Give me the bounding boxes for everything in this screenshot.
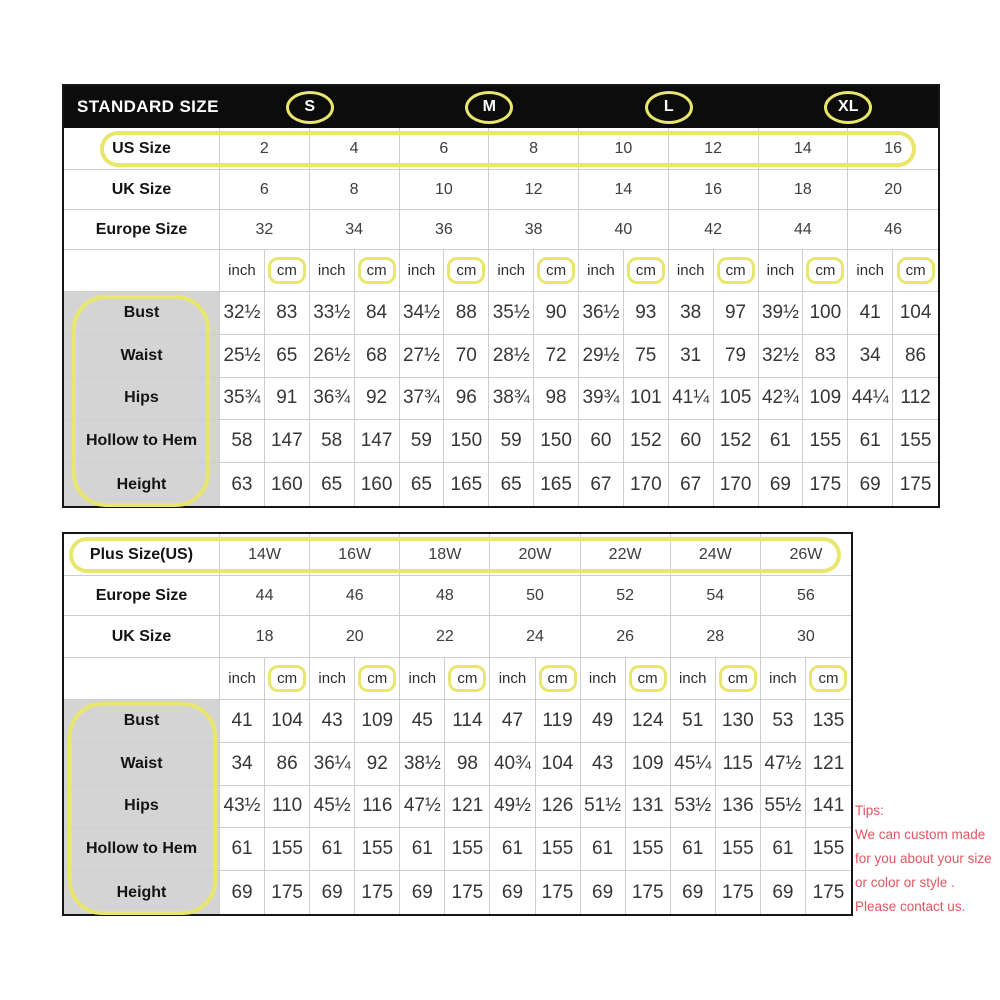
measure-value-cell: 41 xyxy=(220,700,265,743)
size-group-badge: S xyxy=(286,91,334,124)
measure-value-cell: 58 xyxy=(310,420,355,463)
measure-row-label: Height xyxy=(64,463,220,506)
measure-value-cell: 28½ xyxy=(489,335,534,378)
measure-value-cell: 92 xyxy=(355,743,400,786)
size-value-cell: 18 xyxy=(759,170,849,210)
measure-value-cell: 38 xyxy=(669,292,714,335)
inch-unit-label: inch xyxy=(848,250,893,292)
table-title: STANDARD SIZE xyxy=(77,97,219,116)
size-value-cell: 10 xyxy=(400,170,490,210)
measure-value-cell: 51 xyxy=(671,700,716,743)
measure-value-cell: 69 xyxy=(671,871,716,914)
size-group-slot xyxy=(220,91,400,124)
measure-value-cell: 83 xyxy=(265,292,310,335)
measure-row-label: Bust xyxy=(64,292,220,335)
measure-value-cell: 69 xyxy=(400,871,445,914)
measure-value-cell: 147 xyxy=(355,420,400,463)
size-value-cell: 38 xyxy=(489,210,579,250)
measure-value-cell: 61 xyxy=(761,828,806,871)
measure-value-cell: 45½ xyxy=(310,786,355,829)
cm-unit-cell xyxy=(355,658,400,700)
measure-value-cell: 27½ xyxy=(400,335,445,378)
measure-value-cell: 175 xyxy=(893,463,938,506)
measure-value-cell: 69 xyxy=(310,871,355,914)
size-value-cell: 6 xyxy=(400,128,490,170)
measure-value-cell: 58 xyxy=(220,420,265,463)
measure-value-cell: 150 xyxy=(444,420,489,463)
size-value-cell: 14 xyxy=(579,170,669,210)
measure-value-cell: 43½ xyxy=(220,786,265,829)
measure-value-cell: 61 xyxy=(848,420,893,463)
measure-value-cell: 152 xyxy=(624,420,669,463)
measure-value-cell: 70 xyxy=(444,335,489,378)
size-value-cell: 12 xyxy=(669,128,759,170)
cm-unit-cell xyxy=(265,658,310,700)
measure-value-cell: 61 xyxy=(310,828,355,871)
unit-row-spacer xyxy=(64,658,220,700)
size-row-label: US Size xyxy=(64,128,220,170)
measure-value-cell: 51½ xyxy=(581,786,626,829)
cm-unit-cell xyxy=(445,658,490,700)
measure-value-cell: 114 xyxy=(445,700,490,743)
measure-row-label: Hollow to Hem xyxy=(64,420,220,463)
measure-value-cell: 147 xyxy=(265,420,310,463)
size-value-cell: 54 xyxy=(671,576,761,616)
measure-value-cell: 47½ xyxy=(761,743,806,786)
size-value-cell: 44 xyxy=(220,576,310,616)
measure-value-cell: 69 xyxy=(761,871,806,914)
measure-value-cell: 136 xyxy=(716,786,761,829)
cm-highlight-box: cm xyxy=(809,665,847,692)
measure-value-cell: 69 xyxy=(581,871,626,914)
size-value-cell: 52 xyxy=(581,576,671,616)
measure-value-cell: 84 xyxy=(355,292,400,335)
measure-value-cell: 61 xyxy=(400,828,445,871)
size-group-slot xyxy=(400,91,580,124)
measure-value-cell: 67 xyxy=(579,463,624,506)
size-value-cell: 30 xyxy=(761,616,851,658)
size-value-cell: 48 xyxy=(400,576,490,616)
inch-unit-label: inch xyxy=(490,658,535,700)
inch-unit-label: inch xyxy=(581,658,626,700)
measure-row-label: Hips xyxy=(64,786,220,829)
measure-value-cell: 53 xyxy=(761,700,806,743)
cm-highlight-box: cm xyxy=(806,257,844,284)
size-value-cell: 26 xyxy=(581,616,671,658)
measure-row-label: Waist xyxy=(64,335,220,378)
cm-highlight-box: cm xyxy=(447,257,485,284)
size-group-slot xyxy=(579,91,759,124)
inch-unit-label: inch xyxy=(489,250,534,292)
measure-value-cell: 90 xyxy=(534,292,579,335)
measure-value-cell: 155 xyxy=(265,828,310,871)
inch-unit-label: inch xyxy=(220,250,265,292)
cm-unit-cell xyxy=(536,658,581,700)
size-value-cell: 40 xyxy=(579,210,669,250)
standard-size-table xyxy=(62,84,940,508)
size-value-cell: 56 xyxy=(761,576,851,616)
measure-value-cell: 61 xyxy=(671,828,716,871)
measure-value-cell: 170 xyxy=(624,463,669,506)
measure-value-cell: 49½ xyxy=(490,786,535,829)
inch-unit-label: inch xyxy=(220,658,265,700)
size-value-cell: 46 xyxy=(848,210,938,250)
measure-value-cell: 175 xyxy=(536,871,581,914)
measure-value-cell: 53½ xyxy=(671,786,716,829)
size-value-cell: 28 xyxy=(671,616,761,658)
size-value-cell: 16 xyxy=(669,170,759,210)
cm-highlight-box: cm xyxy=(268,257,306,284)
measure-value-cell: 34 xyxy=(220,743,265,786)
measure-value-cell: 130 xyxy=(716,700,761,743)
size-value-cell: 20 xyxy=(848,170,938,210)
size-value-cell: 16 xyxy=(848,128,938,170)
measure-value-cell: 112 xyxy=(893,378,938,421)
measure-value-cell: 63 xyxy=(220,463,265,506)
measure-value-cell: 33½ xyxy=(310,292,355,335)
measure-value-cell: 110 xyxy=(265,786,310,829)
measure-value-cell: 131 xyxy=(626,786,671,829)
measure-value-cell: 32½ xyxy=(759,335,804,378)
tips-line: We can custom made xyxy=(855,827,986,842)
size-group-badge: L xyxy=(645,91,693,124)
size-value-cell: 26W xyxy=(761,534,851,576)
cm-highlight-box: cm xyxy=(627,257,665,284)
measure-value-cell: 155 xyxy=(803,420,848,463)
size-value-cell: 36 xyxy=(400,210,490,250)
cm-unit-cell xyxy=(355,250,400,292)
measure-value-cell: 32½ xyxy=(220,292,265,335)
measure-value-cell: 101 xyxy=(624,378,669,421)
measure-value-cell: 126 xyxy=(536,786,581,829)
size-value-cell: 46 xyxy=(310,576,400,616)
size-value-cell: 4 xyxy=(310,128,400,170)
size-value-cell: 14 xyxy=(759,128,849,170)
measure-value-cell: 165 xyxy=(444,463,489,506)
cm-unit-cell xyxy=(893,250,938,292)
measure-value-cell: 61 xyxy=(490,828,535,871)
measure-value-cell: 155 xyxy=(806,828,851,871)
measure-value-cell: 121 xyxy=(806,743,851,786)
measure-value-cell: 96 xyxy=(444,378,489,421)
measure-value-cell: 175 xyxy=(265,871,310,914)
size-value-cell: 18 xyxy=(220,616,310,658)
measure-value-cell: 47 xyxy=(490,700,535,743)
measure-value-cell: 43 xyxy=(310,700,355,743)
measure-value-cell: 39½ xyxy=(759,292,804,335)
cm-unit-cell xyxy=(265,250,310,292)
measure-value-cell: 45¼ xyxy=(671,743,716,786)
measure-value-cell: 175 xyxy=(445,871,490,914)
measure-value-cell: 34 xyxy=(848,335,893,378)
size-value-cell: 10 xyxy=(579,128,669,170)
measure-value-cell: 43 xyxy=(581,743,626,786)
measure-value-cell: 36¾ xyxy=(310,378,355,421)
measure-value-cell: 109 xyxy=(803,378,848,421)
measure-value-cell: 165 xyxy=(534,463,579,506)
size-row-label: UK Size xyxy=(64,616,220,658)
inch-unit-label: inch xyxy=(310,250,355,292)
measure-value-cell: 160 xyxy=(265,463,310,506)
measure-value-cell: 65 xyxy=(489,463,534,506)
measure-row-label: Bust xyxy=(64,700,220,743)
tips-note xyxy=(855,799,1000,919)
measure-value-cell: 38½ xyxy=(400,743,445,786)
measure-value-cell: 175 xyxy=(716,871,761,914)
measure-value-cell: 35½ xyxy=(489,292,534,335)
measure-value-cell: 155 xyxy=(536,828,581,871)
size-value-cell: 20 xyxy=(310,616,400,658)
size-value-cell: 42 xyxy=(669,210,759,250)
measure-value-cell: 92 xyxy=(355,378,400,421)
size-value-cell: 24W xyxy=(671,534,761,576)
tips-line: for you about your size xyxy=(855,851,992,866)
cm-unit-cell xyxy=(624,250,669,292)
size-value-cell: 14W xyxy=(220,534,310,576)
measure-value-cell: 49 xyxy=(581,700,626,743)
cm-unit-cell xyxy=(626,658,671,700)
measure-value-cell: 98 xyxy=(534,378,579,421)
measure-value-cell: 115 xyxy=(716,743,761,786)
size-value-cell: 24 xyxy=(490,616,580,658)
measure-value-cell: 91 xyxy=(265,378,310,421)
measure-value-cell: 67 xyxy=(669,463,714,506)
measure-value-cell: 104 xyxy=(536,743,581,786)
measure-value-cell: 47½ xyxy=(400,786,445,829)
measure-value-cell: 65 xyxy=(400,463,445,506)
measure-value-cell: 116 xyxy=(355,786,400,829)
size-value-cell: 44 xyxy=(759,210,849,250)
measure-value-cell: 69 xyxy=(490,871,535,914)
measure-value-cell: 175 xyxy=(626,871,671,914)
measure-value-cell: 160 xyxy=(355,463,400,506)
measure-value-cell: 26½ xyxy=(310,335,355,378)
table-header-bar xyxy=(64,86,938,128)
measure-value-cell: 42¾ xyxy=(759,378,804,421)
measure-value-cell: 155 xyxy=(716,828,761,871)
measure-row-label: Hips xyxy=(64,378,220,421)
measure-value-cell: 37¾ xyxy=(400,378,445,421)
measure-value-cell: 69 xyxy=(220,871,265,914)
inch-unit-label: inch xyxy=(400,658,445,700)
measure-value-cell: 35¾ xyxy=(220,378,265,421)
measure-value-cell: 141 xyxy=(806,786,851,829)
cm-unit-cell xyxy=(803,250,848,292)
measure-value-cell: 152 xyxy=(714,420,759,463)
size-value-cell: 50 xyxy=(490,576,580,616)
measure-value-cell: 34½ xyxy=(400,292,445,335)
size-group-slot xyxy=(759,91,939,124)
measure-value-cell: 93 xyxy=(624,292,669,335)
size-row-label: Europe Size xyxy=(64,576,220,616)
measure-value-cell: 86 xyxy=(893,335,938,378)
measure-value-cell: 61 xyxy=(581,828,626,871)
measure-value-cell: 100 xyxy=(803,292,848,335)
measure-value-cell: 83 xyxy=(803,335,848,378)
plus-size-table xyxy=(62,532,853,916)
cm-highlight-box: cm xyxy=(537,257,575,284)
cm-unit-cell xyxy=(716,658,761,700)
inch-unit-label: inch xyxy=(579,250,624,292)
measure-value-cell: 97 xyxy=(714,292,759,335)
size-value-cell: 22 xyxy=(400,616,490,658)
measure-value-cell: 75 xyxy=(624,335,669,378)
measure-value-cell: 109 xyxy=(626,743,671,786)
cm-unit-cell xyxy=(806,658,851,700)
measure-value-cell: 150 xyxy=(534,420,579,463)
measure-value-cell: 41 xyxy=(848,292,893,335)
measure-value-cell: 104 xyxy=(265,700,310,743)
cm-highlight-box: cm xyxy=(629,665,667,692)
measure-value-cell: 36½ xyxy=(579,292,624,335)
measure-value-cell: 60 xyxy=(579,420,624,463)
unit-row-spacer xyxy=(64,250,220,292)
measure-value-cell: 135 xyxy=(806,700,851,743)
size-row-label: Europe Size xyxy=(64,210,220,250)
tips-line: or color or style . xyxy=(855,875,955,890)
cm-highlight-box: cm xyxy=(719,665,757,692)
measure-value-cell: 105 xyxy=(714,378,759,421)
measure-value-cell: 155 xyxy=(355,828,400,871)
measure-value-cell: 109 xyxy=(355,700,400,743)
measure-value-cell: 121 xyxy=(445,786,490,829)
measure-value-cell: 170 xyxy=(714,463,759,506)
measure-value-cell: 155 xyxy=(445,828,490,871)
cm-highlight-box: cm xyxy=(448,665,486,692)
measure-row-label: Height xyxy=(64,871,220,914)
measure-value-cell: 61 xyxy=(220,828,265,871)
measure-value-cell: 39¾ xyxy=(579,378,624,421)
measure-value-cell: 45 xyxy=(400,700,445,743)
inch-unit-label: inch xyxy=(669,250,714,292)
measure-value-cell: 72 xyxy=(534,335,579,378)
measure-value-cell: 155 xyxy=(626,828,671,871)
measure-value-cell: 124 xyxy=(626,700,671,743)
size-value-cell: 16W xyxy=(310,534,400,576)
size-value-cell: 12 xyxy=(489,170,579,210)
measure-value-cell: 65 xyxy=(265,335,310,378)
size-value-cell: 18W xyxy=(400,534,490,576)
measure-value-cell: 68 xyxy=(355,335,400,378)
cm-highlight-box: cm xyxy=(717,257,755,284)
measure-value-cell: 59 xyxy=(489,420,534,463)
measure-value-cell: 155 xyxy=(893,420,938,463)
measure-value-cell: 59 xyxy=(400,420,445,463)
measure-value-cell: 104 xyxy=(893,292,938,335)
inch-unit-label: inch xyxy=(400,250,445,292)
cm-highlight-box: cm xyxy=(358,665,396,692)
cm-highlight-box: cm xyxy=(897,257,935,284)
measure-value-cell: 41¼ xyxy=(669,378,714,421)
measure-value-cell: 88 xyxy=(444,292,489,335)
measure-value-cell: 25½ xyxy=(220,335,265,378)
size-value-cell: 22W xyxy=(581,534,671,576)
measure-value-cell: 65 xyxy=(310,463,355,506)
measure-value-cell: 40¾ xyxy=(490,743,535,786)
measure-value-cell: 36¼ xyxy=(310,743,355,786)
inch-unit-label: inch xyxy=(671,658,716,700)
size-value-cell: 6 xyxy=(220,170,310,210)
size-value-cell: 2 xyxy=(220,128,310,170)
size-value-cell: 34 xyxy=(310,210,400,250)
measure-value-cell: 69 xyxy=(759,463,804,506)
cm-unit-cell xyxy=(714,250,759,292)
measure-row-label: Hollow to Hem xyxy=(64,828,220,871)
cm-highlight-box: cm xyxy=(268,665,306,692)
size-value-cell: 20W xyxy=(490,534,580,576)
size-value-cell: 8 xyxy=(489,128,579,170)
measure-value-cell: 119 xyxy=(536,700,581,743)
size-row-label: UK Size xyxy=(64,170,220,210)
measure-value-cell: 44¼ xyxy=(848,378,893,421)
inch-unit-label: inch xyxy=(310,658,355,700)
measure-value-cell: 98 xyxy=(445,743,490,786)
measure-value-cell: 29½ xyxy=(579,335,624,378)
inch-unit-label: inch xyxy=(761,658,806,700)
inch-unit-label: inch xyxy=(759,250,804,292)
size-group-badge: M xyxy=(465,91,513,124)
size-value-cell: 8 xyxy=(310,170,400,210)
cm-highlight-box: cm xyxy=(539,665,577,692)
measure-value-cell: 79 xyxy=(714,335,759,378)
measure-value-cell: 175 xyxy=(803,463,848,506)
measure-value-cell: 86 xyxy=(265,743,310,786)
measure-value-cell: 55½ xyxy=(761,786,806,829)
size-group-badge: XL xyxy=(824,91,872,124)
cm-highlight-box: cm xyxy=(358,257,396,284)
size-row-label: Plus Size(US) xyxy=(64,534,220,576)
measure-value-cell: 175 xyxy=(355,871,400,914)
cm-unit-cell xyxy=(534,250,579,292)
measure-value-cell: 175 xyxy=(806,871,851,914)
tips-title: Tips: xyxy=(855,803,884,818)
measure-value-cell: 31 xyxy=(669,335,714,378)
measure-row-label: Waist xyxy=(64,743,220,786)
tips-line: Please contact us. xyxy=(855,899,966,914)
cm-unit-cell xyxy=(444,250,489,292)
measure-value-cell: 61 xyxy=(759,420,804,463)
measure-value-cell: 38¾ xyxy=(489,378,534,421)
measure-value-cell: 60 xyxy=(669,420,714,463)
measure-value-cell: 69 xyxy=(848,463,893,506)
size-value-cell: 32 xyxy=(220,210,310,250)
